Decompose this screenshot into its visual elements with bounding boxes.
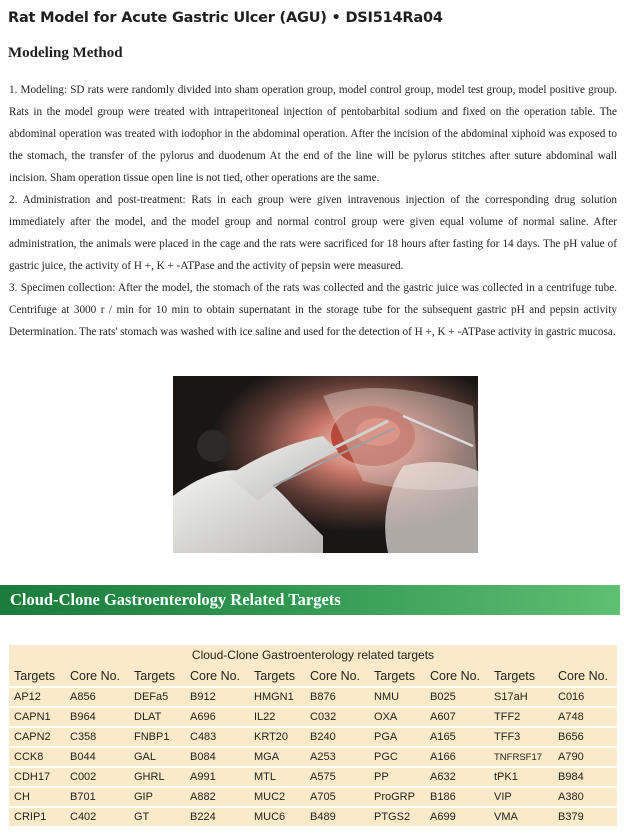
core-no-cell: A575 bbox=[305, 767, 369, 787]
core-no-cell: B186 bbox=[425, 787, 489, 807]
column-header: Core No. bbox=[425, 665, 489, 687]
modeling-text bbox=[9, 79, 617, 343]
target-cell: GAL bbox=[129, 747, 185, 767]
table-row bbox=[9, 767, 617, 787]
column-header: Targets bbox=[9, 665, 65, 687]
core-no-cell: B984 bbox=[553, 767, 617, 787]
core-no-cell: B379 bbox=[553, 807, 617, 826]
core-no-cell: B656 bbox=[553, 727, 617, 747]
core-no-cell: A607 bbox=[425, 707, 489, 727]
core-no-cell: A699 bbox=[425, 807, 489, 826]
paragraph-modeling: 1. Modeling: SD rats were randomly divided into sham operation group, model control group, model test group, model positive group. Rats in the model group were treated with intraperitoneal injection of pentobarbital sodium and fixed on the operation table. The abdominal operation was treated with iodophor in the abdominal operation. After the incision of the abdominal xiphoid was exposed to the stomach, the transfer of the pylorus and duodenum At the end of the line will be pylorus stitches after suture abdominal wall incision. Sham operation tissue open line is not tied, other operations are the same. bbox=[9, 84, 617, 184]
target-cell: NMU bbox=[369, 687, 425, 707]
table-caption: Cloud-Clone Gastroenterology related targets bbox=[9, 645, 617, 665]
related-targets-banner bbox=[0, 585, 620, 615]
target-cell: MUC6 bbox=[249, 807, 305, 826]
target-cell: MGA bbox=[249, 747, 305, 767]
core-no-cell: A882 bbox=[185, 787, 249, 807]
core-no-cell: B084 bbox=[185, 747, 249, 767]
target-cell: IL22 bbox=[249, 707, 305, 727]
target-cell: TFF2 bbox=[489, 707, 553, 727]
page-title: Rat Model for Acute Gastric Ulcer (AGU) • DSI514Ra04 bbox=[8, 10, 443, 26]
core-no-cell: A253 bbox=[305, 747, 369, 767]
core-no-cell: B876 bbox=[305, 687, 369, 707]
column-header: Core No. bbox=[185, 665, 249, 687]
core-no-cell: A705 bbox=[305, 787, 369, 807]
column-header: Core No. bbox=[553, 665, 617, 687]
core-no-cell: B240 bbox=[305, 727, 369, 747]
column-header: Targets bbox=[129, 665, 185, 687]
target-cell: VMA bbox=[489, 807, 553, 826]
table-row bbox=[9, 747, 617, 767]
column-header: Targets bbox=[249, 665, 305, 687]
target-cell: DLAT bbox=[129, 707, 185, 727]
target-cell: GHRL bbox=[129, 767, 185, 787]
core-no-cell: A632 bbox=[425, 767, 489, 787]
core-no-cell: A748 bbox=[553, 707, 617, 727]
target-cell: PGA bbox=[369, 727, 425, 747]
table-row bbox=[9, 807, 617, 826]
core-no-cell: B044 bbox=[65, 747, 129, 767]
core-no-cell: A856 bbox=[65, 687, 129, 707]
core-no-cell: A696 bbox=[185, 707, 249, 727]
table-row bbox=[9, 727, 617, 747]
core-no-cell: A991 bbox=[185, 767, 249, 787]
core-no-cell: C002 bbox=[65, 767, 129, 787]
target-cell: PTGS2 bbox=[369, 807, 425, 826]
target-cell: tPK1 bbox=[489, 767, 553, 787]
core-no-cell: B025 bbox=[425, 687, 489, 707]
target-cell: GT bbox=[129, 807, 185, 826]
paragraph-administration: 2. Administration and post-treatment: Rats in each group were given intravenous injection of the corresponding drug solution immediately after the model, and the model group and normal control group were given equal volume of normal saline. After administration, the animals were placed in the cage and the rats were sacrificed for 18 hours after fasting for 14 days. The pH value of gastric juice, the activity of H +, K + -ATPase and the activity of pepsin were measured. bbox=[9, 194, 617, 272]
core-no-cell: C358 bbox=[65, 727, 129, 747]
target-cell: CAPN2 bbox=[9, 727, 65, 747]
target-cell: GIP bbox=[129, 787, 185, 807]
core-no-cell: C032 bbox=[305, 707, 369, 727]
targets-table bbox=[9, 645, 617, 826]
table-header-row bbox=[9, 665, 617, 687]
target-cell: S17aH bbox=[489, 687, 553, 707]
core-no-cell: B224 bbox=[185, 807, 249, 826]
target-cell: FNBP1 bbox=[129, 727, 185, 747]
table-row bbox=[9, 707, 617, 727]
target-cell: TFF3 bbox=[489, 727, 553, 747]
core-no-cell: C402 bbox=[65, 807, 129, 826]
core-no-cell: C016 bbox=[553, 687, 617, 707]
target-cell: PP bbox=[369, 767, 425, 787]
column-header: Targets bbox=[489, 665, 553, 687]
core-no-cell: A380 bbox=[553, 787, 617, 807]
column-header: Targets bbox=[369, 665, 425, 687]
target-cell: CAPN1 bbox=[9, 707, 65, 727]
surgery-photo bbox=[173, 376, 478, 553]
table-row bbox=[9, 687, 617, 707]
core-no-cell: C483 bbox=[185, 727, 249, 747]
core-no-cell: B489 bbox=[305, 807, 369, 826]
column-header: Core No. bbox=[305, 665, 369, 687]
target-cell: PGC bbox=[369, 747, 425, 767]
target-cell: ProGRP bbox=[369, 787, 425, 807]
target-cell: AP12 bbox=[9, 687, 65, 707]
core-no-cell: A790 bbox=[553, 747, 617, 767]
paragraph-specimen: 3. Specimen collection: After the model, the stomach of the rats was collected and the gastric juice was collected in a centrifuge tube. Centrifuge at 3000 r / min for 10 min to obtain supernatant in the storage tube for the subsequent gastric pH and pepsin activity Determination. The rats' stomach was washed with ice saline and used for the detection of H +, K + -ATPase activity in gastric mucosa. bbox=[9, 282, 617, 338]
table-row bbox=[9, 787, 617, 807]
target-cell: TNFRSF17 bbox=[489, 747, 553, 767]
banner-title: Cloud-Clone Gastroenterology Related Targets bbox=[10, 590, 341, 609]
target-cell: MUC2 bbox=[249, 787, 305, 807]
target-cell: OXA bbox=[369, 707, 425, 727]
section-heading-modeling: Modeling Method bbox=[8, 45, 123, 61]
target-cell: CH bbox=[9, 787, 65, 807]
target-cell: DEFa5 bbox=[129, 687, 185, 707]
target-cell: CRIP1 bbox=[9, 807, 65, 826]
core-no-cell: A166 bbox=[425, 747, 489, 767]
core-no-cell: B701 bbox=[65, 787, 129, 807]
core-no-cell: B964 bbox=[65, 707, 129, 727]
target-cell: MTL bbox=[249, 767, 305, 787]
target-cell: CCK8 bbox=[9, 747, 65, 767]
target-cell: HMGN1 bbox=[249, 687, 305, 707]
target-cell: CDH17 bbox=[9, 767, 65, 787]
core-no-cell: A165 bbox=[425, 727, 489, 747]
target-cell: VIP bbox=[489, 787, 553, 807]
target-cell: KRT20 bbox=[249, 727, 305, 747]
core-no-cell: B912 bbox=[185, 687, 249, 707]
column-header: Core No. bbox=[65, 665, 129, 687]
